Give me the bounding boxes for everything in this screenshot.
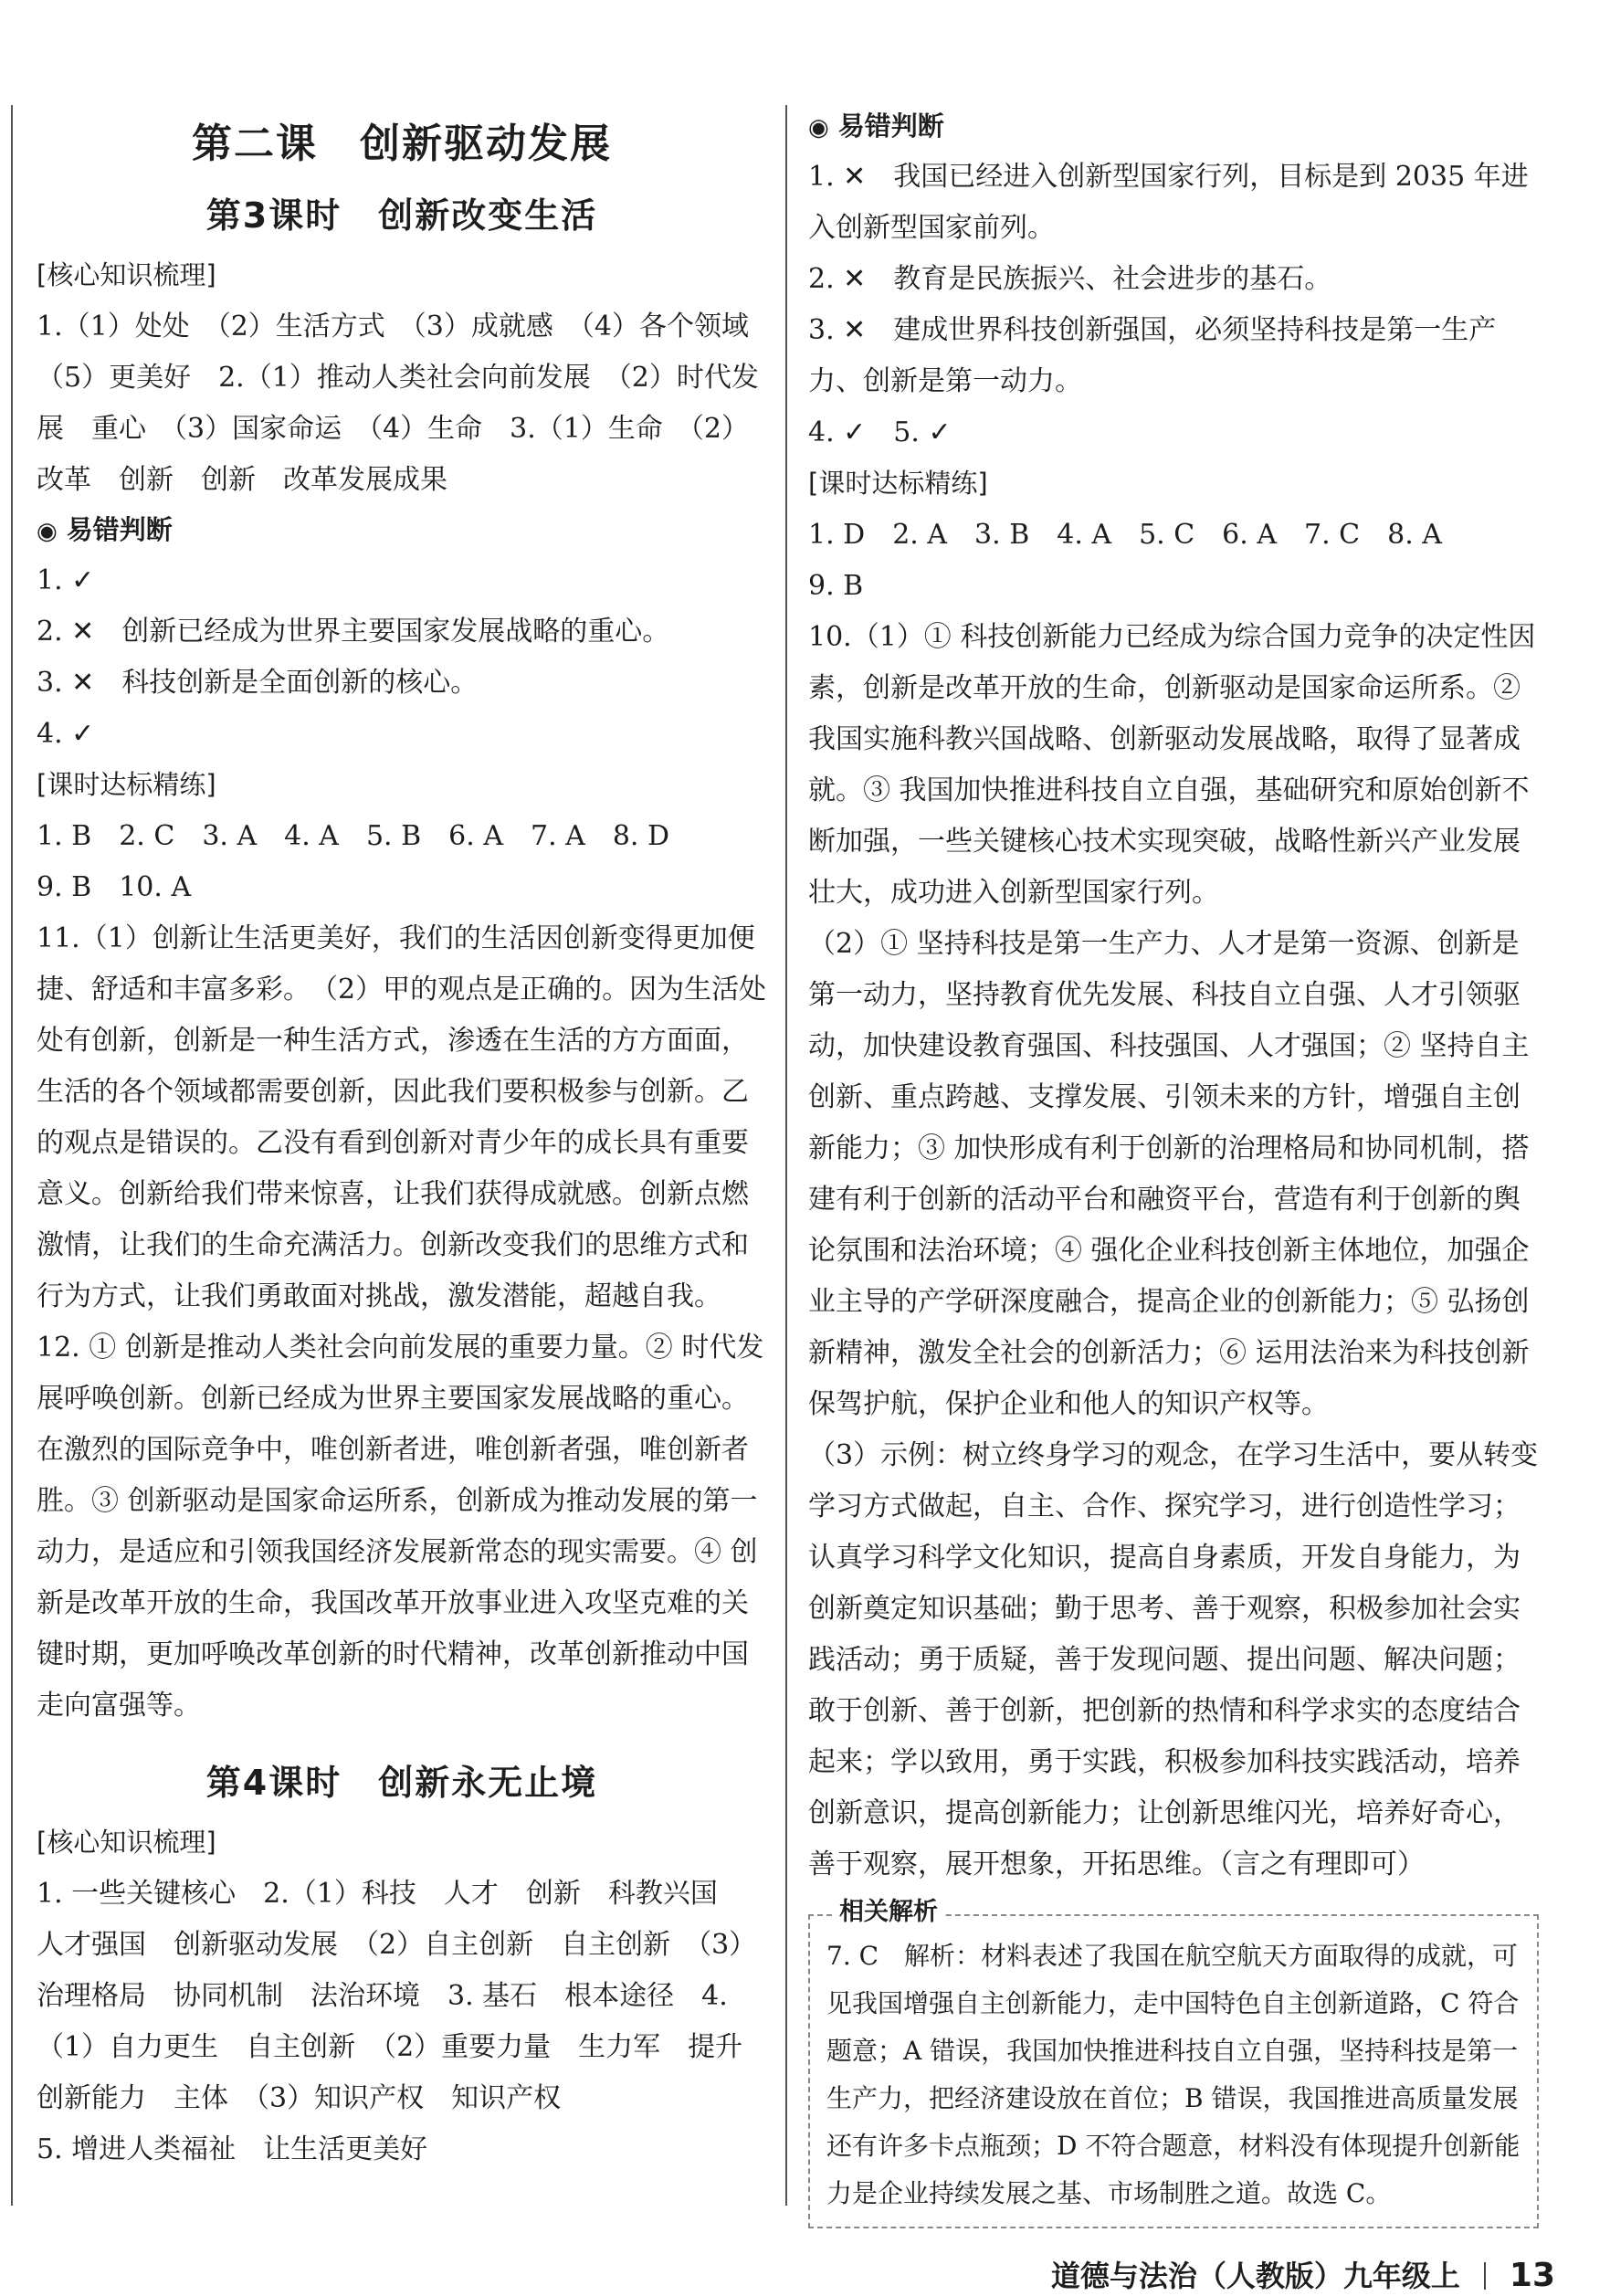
question-12-answer: 12. ① 创新是推动人类社会向前发展的重要力量。② 时代发展呼唤创新。创新已经成为世界主要国家发展战略的重心。在激烈的国际竞争中，唯创新者进，唯创新者强，唯创新者胜。③ 创新驱动是国家命运所系，创新成为推动发展的第一动力，是适应和引领我国经济发展新常态的现实需要。④ 创新是改革开放的生命，我国改革开放事业进入攻坚克难的关键时期，更加呼唤改革创新的时代精神，改革创新推动中国走向富强等。: [37, 1332, 764, 1722]
period-4-core-answers: 1. 一些关键核心 2.（1）科技 人才 创新 科教兴国 人才强国 创新驱动发展 （2）自主创新 自主创新 （3）治理格局 协同机制 法治环境 3. 基石 根本途径 4.（1）自力更生 自主创新 （2）重要力量 生力军 提升创新能力 主体 （3）知识产权 知识产权: [37, 1878, 757, 2114]
mistake-judgement-heading: [37, 506, 767, 555]
mistake-judgement-label: 易错判断: [837, 111, 944, 142]
page-footer: [1051, 2256, 1555, 2296]
question-10-part-1: 10.（1）① 科技创新能力已经成为综合国力竞争的决定性因素，创新是改革开放的生命，创新驱动是国家命运所系。② 我国实施科教兴国战略、创新驱动发展战略，取得了显著成就。③ 我国加快推进科技自立自强，基础研究和原始创新不断加强，一些关键核心技术实现突破，战略性新兴产业发展壮大，成功进入创新型国家行列。: [808, 621, 1536, 909]
period-3-core-answers: 1.（1）处处 （2）生活方式 （3）成就感 （4）各个领域 （5）更美好 2.（1）推动人类社会向前发展 （2）时代发展 重心 （3）国家命运 （4）生命 3.（1）生命 （2）改革 创新 创新 改革发展成果: [37, 311, 776, 496]
mistake-item: 1. ✓: [37, 564, 95, 596]
practice-tag: [ 课时达标精练 ]: [808, 460, 988, 506]
period-3-title: 第3课时 创新改变生活: [205, 195, 598, 236]
practice-answers-row: 1. D 2. A 3. B 4. A 5. C 6. A 7. C 8. A: [808, 519, 1442, 551]
practice-answers-row: 9. B: [808, 570, 864, 602]
practice-answers-row: 9. B 10. A: [37, 871, 192, 903]
mistake-item: 4. ✓ 5. ✓: [808, 416, 952, 448]
analysis-box-title: 相关解析: [832, 1896, 945, 1929]
practice-answers-row: 1. B 2. C 3. A 4. A 5. B 6. A 7. A 8. D: [37, 820, 670, 852]
bullet-icon: ◉: [37, 518, 58, 545]
mistake-item: 2. ✕ 教育是民族振兴、社会进步的基石。: [808, 263, 1332, 295]
mistake-item: 3. ✕ 科技创新是全面创新的核心。: [37, 667, 479, 699]
left-margin-rule: [11, 105, 13, 2206]
footer-separator: [1484, 2262, 1486, 2290]
mistake-judgement-label: 易错判断: [66, 514, 173, 545]
right-column: [808, 102, 1539, 2228]
period-4-title: 第4课时 创新永无止境: [205, 1763, 598, 1803]
bullet-icon: ◉: [808, 114, 829, 142]
mistake-item: 1. ✕ 我国已经进入创新型国家行列，目标是到 2035 年进入创新型国家前列。: [808, 161, 1529, 244]
footer-subject: 道德与法治（人教版）九年级上: [1050, 2259, 1460, 2293]
question-10-part-3: （3）示例：树立终身学习的观念，在学习生活中，要从转变学习方式做起，自主、合作、探究学习，进行创造性学习；认真学习科学文化知识，提高自身素质，开发自身能力，为创新奠定知识基础；勤于思考、善于观察，积极参加社会实践活动；勇于质疑，善于发现问题、提出问题、解决问题；敢于创新、善于创新，把创新的热情和科学求实的态度结合起来；学以致用，勇于实践，积极参加科技实践活动，培养创新意识，提高创新能力；让创新思维闪光，培养好奇心，善于观察，展开想象，开拓思维。（言之有理即可）: [808, 1439, 1539, 1880]
core-knowledge-tag: [ 核心知识梳理 ]: [37, 1819, 216, 1865]
page-number: 13: [1509, 2257, 1555, 2294]
question-10-part-2: （2）① 坚持科技是第一生产力、人才是第一资源、创新是第一动力，坚持教育优先发展、科技自立自强、人才引领驱动，加快建设教育强国、科技强国、人才强国；② 坚持自主创新、重点跨越、支撑发展、引领未来的方针，增强自主创新能力；③ 加快形成有利于创新的治理格局和协同机制，搭建有利于创新的活动平台和融资平台，营造有利于创新的舆论氛围和法治环境；④ 强化企业科技创新主体地位，加强企业主导的产学研深度融合，提高企业的创新能力；⑤ 弘扬创新精神，激发全社会的创新活力；⑥ 运用法治来为科技创新保驾护航，保护企业和他人的知识产权等。: [808, 928, 1530, 1420]
mistake-item: 4. ✓: [37, 718, 95, 750]
column-divider: [785, 105, 787, 2206]
period-4-core-answers-5: 5. 增进人类福祉 让生活更美好: [37, 2133, 428, 2165]
mistake-item: 2. ✕ 创新已经成为世界主要国家发展战略的重心。: [37, 616, 670, 648]
question-11-answer: 11.（1）创新让生活更美好，我们的生活因创新变得更加便捷、舒适和丰富多彩。 （2）甲的观点是正确的。因为生活处处有创新，创新是一种生活方式，渗透在生活的方方面面，生活的各个领域都需要创新，因此我们要积极参与创新。乙的观点是错误的。乙没有看到创新对青少年的成长具有重要意义。创新给我们带来惊喜，让我们获得成就感。创新点燃激情，让我们的生命充满活力。创新改变我们的思维方式和行为方式，让我们勇敢面对挑战，激发潜能，超越自我。: [37, 922, 767, 1312]
lesson-title: 第二课 创新驱动发展: [192, 121, 612, 167]
analysis-box: [808, 1898, 1539, 2228]
practice-tag: [ 课时达标精练 ]: [37, 762, 216, 807]
mistake-item: 3. ✕ 建成世界科技创新强国，必须坚持科技是第一生产力、创新是第一动力。: [808, 314, 1497, 397]
left-column: [37, 108, 776, 2175]
analysis-text: 7. C 解析：材料表述了我国在航空航天方面取得的成就，可见我国增强自主创新能力，走中国特色自主创新道路，C 符合题意；A 错误，我国加快推进科技自立自强，坚持科技是第一生产力，把经济建设放在首位；B 错误，我国推进高质量发展还有许多卡点瓶颈；D 不符合题意，材料没有体现提升创新能力是企业持续发展之基、市场制胜之道。故选 C。: [826, 1941, 1521, 2208]
core-knowledge-tag: [ 核心知识梳理 ]: [37, 252, 216, 298]
mistake-judgement-heading: [808, 102, 1539, 152]
